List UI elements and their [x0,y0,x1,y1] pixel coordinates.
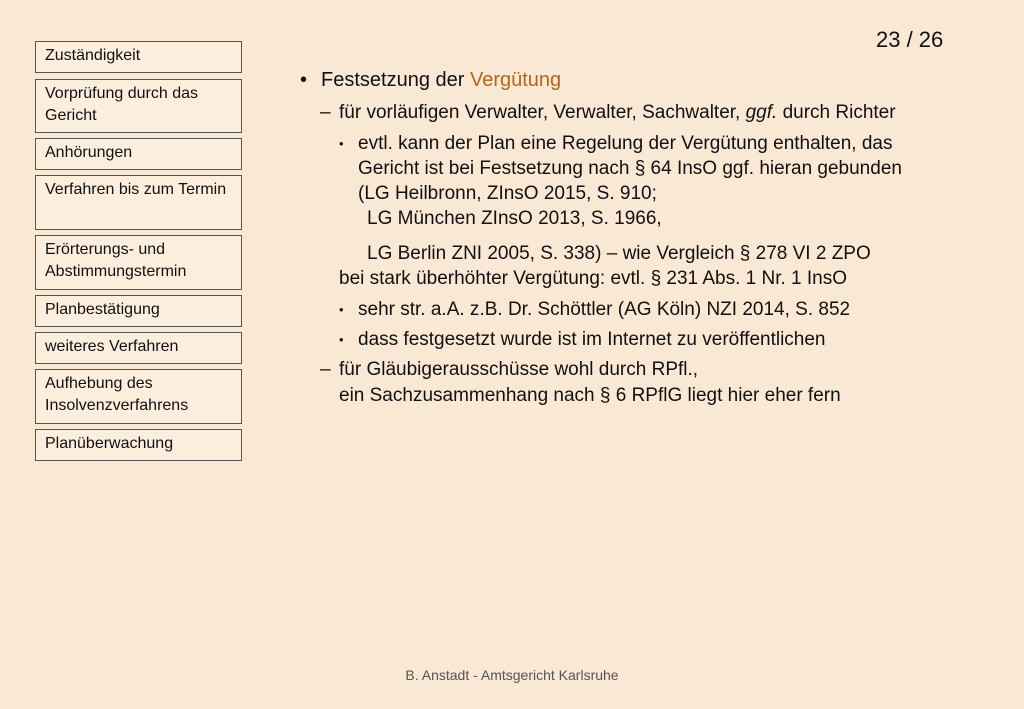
nav-item-planueberwachung[interactable] [35,429,242,461]
bullet-internet [300,327,1000,352]
bullet-line: LG München ZInsO 2013, S. 1966, [367,208,662,229]
sub-item-verwalter [300,100,1000,126]
continuation-text: bei stark überhöhter Vergütung: evtl. § 231 Abs. 1 Nr. 1 InsO [339,268,848,289]
bullet-line: LG Berlin ZNI 2005, S. 338) – wie Vergleich § 278 VI 2 ZPO [367,243,871,264]
nav-item-label: Erörterungs- und Abstimmungstermin [45,241,187,280]
nav-item-label: Vorprüfung durch das Gericht [45,85,198,124]
bullet-icon: • [300,69,308,91]
bullet-continuation [300,266,1000,292]
nav-item-label: Planbestätigung [45,301,160,318]
sub-item-line: ein Sachzusammenhang nach § 6 RPflG liegt hier eher fern [339,385,841,406]
nav-item-label: Zuständigkeit [45,47,141,64]
nav-item-label: weiteres Verfahren [45,338,179,355]
nav-item-label: Verfahren bis zum Termin [45,181,227,198]
bullet-schoettler [300,297,1000,322]
nav-item-vorpruefung[interactable] [35,79,242,133]
sub-item-text-end: durch Richter [777,102,896,123]
nav-item-label: Anhörungen [45,144,133,161]
sub-item-glaeubigerausschuesse [300,357,1000,409]
bullet-line: (LG Heilbronn, ZInsO 2015, S. 910; [358,183,657,204]
page-number: 23 / 26 [876,27,944,52]
bullet-text: dass festgesetzt wurde ist im Internet zu veröffentlichen [358,329,826,350]
nav-item-label: Aufhebung des Insolvenzverfahrens [45,375,189,414]
bullet-plan-regelung [300,131,1000,266]
main-bullet [300,66,1000,94]
small-bullet-icon: • [339,302,344,317]
slide-content [300,66,1000,409]
nav-item-planbestaetigung[interactable] [35,295,242,327]
small-bullet-icon: • [339,136,344,151]
nav-item-verfahren-bis-termin[interactable] [35,175,242,230]
sub-item-text: für vorläufigen Verwalter, Verwalter, Sachwalter, [339,102,746,123]
dash-icon: – [320,359,331,380]
nav-item-anhoerungen[interactable] [35,138,242,170]
small-bullet-icon: • [339,332,344,347]
nav-item-label: Planüberwachung [45,435,174,452]
nav-item-zustaendigkeit[interactable] [35,41,242,73]
nav-item-weiteres-verfahren[interactable] [35,332,242,364]
bullet-line: Gericht ist bei Festsetzung nach § 64 InsO ggf. hieran gebunden [358,158,902,179]
bullet-line: evtl. kann der Plan eine Regelung der Vergütung enthalten, das [358,133,893,154]
footer: B. Anstadt - Amtsgericht Karlsruhe [405,667,619,683]
sub-item-line: für Gläubigerausschüsse wohl durch RPfl., [339,359,699,380]
heading-accent: Vergütung [469,69,562,91]
heading-text: Festsetzung der [321,69,470,91]
dash-icon: – [320,102,331,123]
bullet-text: sehr str. a.A. z.B. Dr. Schöttler (AG Köln) NZI 2014, S. 852 [358,299,851,320]
nav-item-aufhebung[interactable] [35,369,242,424]
nav-item-eroerterungstermin[interactable] [35,235,242,290]
sub-item-italic: ggf. [745,102,778,123]
